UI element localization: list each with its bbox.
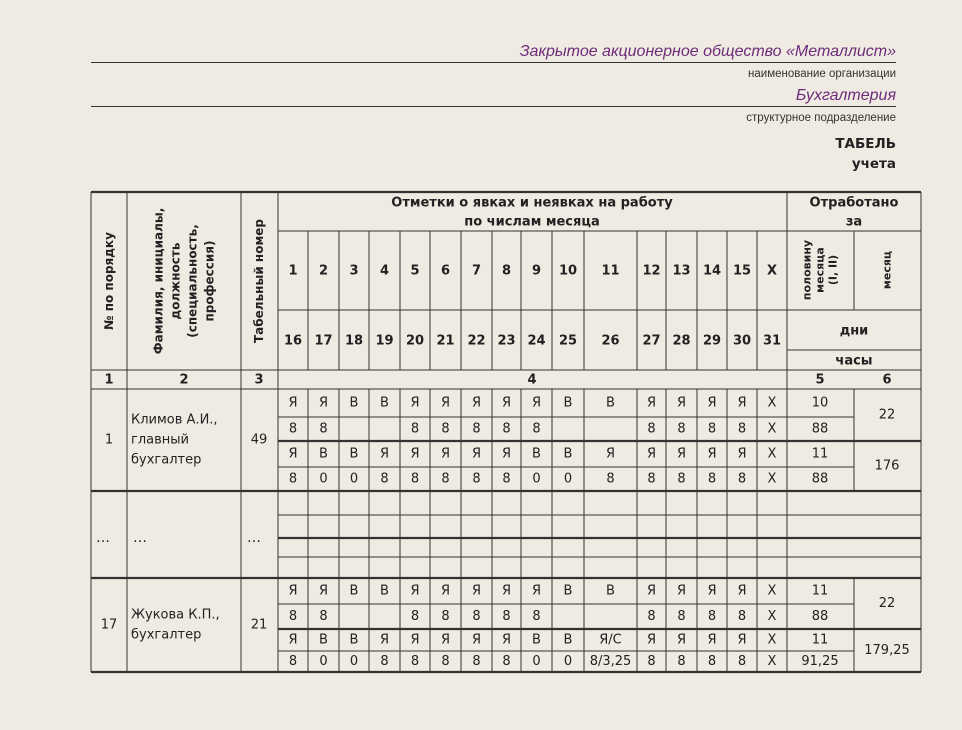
attendance-mark: 8 — [647, 471, 656, 487]
month-days: 22 — [878, 596, 896, 611]
attendance-mark: Я — [737, 583, 747, 599]
attendance-mark: 8 — [677, 654, 686, 669]
attendance-mark: 8 — [410, 609, 420, 624]
attendance-mark: 8 — [502, 471, 511, 487]
attendance-mark: Я — [471, 583, 482, 599]
attendance-mark: 0 — [563, 471, 573, 487]
attendance-mark: Я — [676, 583, 687, 599]
column-number: 2 — [179, 372, 189, 388]
attendance-mark: 8 — [410, 654, 420, 669]
attendance-mark: 0 — [319, 654, 328, 669]
attendance-mark: 8 — [472, 654, 481, 669]
half-month-value: 91,25 — [801, 654, 839, 669]
attendance-mark: 8 — [647, 609, 656, 624]
day-number: 31 — [762, 333, 782, 349]
attendance-mark: В — [349, 395, 359, 411]
department-caption: структурное подразделение — [746, 112, 896, 124]
header-marks-title: по числам месяца — [464, 214, 600, 230]
attendance-mark: 8 — [502, 421, 511, 437]
header-name: должность — [168, 242, 183, 320]
attendance-mark: 8 — [380, 654, 389, 669]
day-number: 15 — [732, 263, 752, 279]
header-tab-no: Табельный номер — [252, 219, 266, 343]
attendance-mark: 8/3,25 — [589, 654, 632, 669]
attendance-mark: Я/С — [599, 632, 622, 648]
attendance-mark: 8 — [288, 471, 298, 487]
attendance-mark: Я — [410, 446, 420, 462]
attendance-mark: Х — [767, 421, 777, 437]
document-subtitle: учета — [851, 156, 896, 172]
attendance-mark: 8 — [532, 609, 541, 624]
attendance-mark: Я — [501, 395, 512, 411]
attendance-mark: 8 — [532, 421, 541, 437]
attendance-mark: Я — [471, 632, 482, 648]
column-number: 4 — [527, 372, 537, 388]
attendance-mark: 8 — [707, 654, 717, 669]
attendance-mark: 0 — [532, 471, 541, 487]
attendance-mark: Я — [646, 632, 657, 648]
column-number: 6 — [882, 372, 892, 388]
attendance-mark: Я — [707, 446, 717, 462]
employee-name: Климов А.И., — [131, 412, 218, 428]
attendance-mark: 8 — [288, 654, 298, 669]
attendance-mark: 8 — [737, 609, 747, 624]
attendance-mark: Я — [471, 446, 482, 462]
day-number: 6 — [440, 263, 451, 279]
day-number: 23 — [497, 333, 516, 349]
day-number: X — [766, 263, 778, 279]
attendance-mark: 8 — [441, 471, 450, 487]
month-hours: 176 — [874, 458, 900, 474]
header-worked-title: Отработано — [809, 195, 899, 211]
attendance-mark: В — [349, 632, 359, 648]
day-number: 1 — [288, 263, 298, 279]
attendance-mark: 0 — [319, 471, 328, 487]
tab-number: 49 — [250, 432, 268, 448]
day-number: 18 — [344, 333, 364, 349]
ellipsis: … — [247, 530, 261, 546]
day-number: 16 — [283, 333, 303, 349]
attendance-mark: Я — [531, 395, 542, 411]
attendance-mark: В — [606, 395, 615, 411]
column-number: 1 — [104, 372, 114, 388]
header-order-no: № по порядку — [102, 232, 116, 330]
attendance-mark: Х — [767, 446, 777, 462]
header-name: профессия) — [202, 240, 217, 322]
attendance-mark: Я — [501, 446, 512, 462]
department-name: Бухгалтерия — [795, 87, 896, 104]
attendance-mark: 8 — [441, 421, 450, 437]
attendance-mark: Я — [410, 395, 420, 411]
attendance-mark: 8 — [707, 471, 717, 487]
attendance-mark: 8 — [502, 654, 511, 669]
half-month-value: 88 — [811, 471, 829, 487]
attendance-mark: В — [349, 583, 359, 599]
employee-name: главный — [131, 432, 189, 448]
attendance-mark: 8 — [441, 609, 450, 624]
attendance-mark: Я — [318, 583, 329, 599]
attendance-mark: 8 — [319, 609, 328, 624]
day-number: 10 — [558, 263, 578, 279]
column-number: 3 — [254, 372, 264, 388]
attendance-mark: 8 — [410, 421, 420, 437]
attendance-mark: Я — [737, 395, 747, 411]
attendance-mark: Я — [410, 632, 420, 648]
attendance-mark: 8 — [410, 471, 420, 487]
attendance-mark: Х — [767, 583, 777, 599]
day-number: 4 — [379, 263, 390, 279]
attendance-mark: В — [563, 632, 573, 648]
header-marks-title: Отметки о явках и неявках на работу — [391, 195, 673, 211]
attendance-mark: Я — [646, 395, 657, 411]
day-number: 3 — [349, 263, 359, 279]
attendance-mark: Я — [646, 583, 657, 599]
half-month-value: 88 — [811, 421, 829, 437]
attendance-mark: Я — [737, 632, 747, 648]
attendance-mark: Х — [767, 632, 777, 648]
attendance-mark: 8 — [707, 421, 717, 437]
attendance-mark: 8 — [677, 609, 686, 624]
attendance-mark: Я — [288, 583, 298, 599]
day-number: 11 — [601, 263, 620, 279]
header-worked-title: за — [845, 214, 863, 230]
employee-name: бухгалтер — [131, 627, 202, 643]
attendance-mark: Я — [707, 395, 717, 411]
month-days: 22 — [878, 407, 896, 423]
month-hours: 179,25 — [864, 643, 910, 658]
attendance-mark: 8 — [472, 471, 481, 487]
attendance-mark: Я — [501, 583, 512, 599]
attendance-mark: 8 — [380, 471, 389, 487]
attendance-mark: Я — [531, 583, 542, 599]
day-number: 21 — [436, 333, 455, 349]
day-number: 8 — [501, 263, 512, 279]
attendance-mark: Я — [379, 632, 390, 648]
attendance-mark: 0 — [532, 654, 541, 669]
attendance-mark: Я — [288, 446, 298, 462]
employee-name: Жукова К.П., — [131, 607, 220, 623]
attendance-mark: В — [563, 446, 573, 462]
attendance-mark: Я — [605, 446, 616, 462]
day-number: 22 — [467, 333, 486, 349]
attendance-mark: 8 — [288, 421, 298, 437]
attendance-mark: 0 — [349, 471, 359, 487]
day-number: 7 — [471, 263, 482, 279]
half-month-value: 88 — [811, 609, 829, 624]
attendance-mark: Х — [767, 471, 777, 487]
attendance-mark: 8 — [737, 654, 747, 669]
attendance-mark: В — [563, 395, 573, 411]
attendance-mark: В — [563, 583, 573, 599]
half-month-value: 11 — [811, 632, 829, 648]
document-title: ТАБЕЛЬ — [835, 136, 896, 152]
attendance-mark: 8 — [288, 609, 298, 624]
attendance-mark: В — [606, 583, 615, 599]
attendance-mark: В — [380, 395, 389, 411]
order-number: 17 — [100, 617, 118, 633]
attendance-mark: В — [532, 446, 541, 462]
organization-name: Закрытое акционерное общество «Металлист» — [519, 43, 896, 60]
header-days: дни — [839, 323, 869, 339]
attendance-mark: Я — [646, 446, 657, 462]
attendance-mark: Х — [767, 654, 777, 669]
header-half-month: месяца — [813, 247, 827, 293]
day-number: 29 — [702, 333, 722, 349]
attendance-mark: Я — [440, 583, 451, 599]
day-number: 13 — [672, 263, 691, 279]
attendance-mark: В — [380, 583, 389, 599]
attendance-mark: Я — [676, 446, 687, 462]
attendance-mark: Х — [767, 395, 777, 411]
half-month-value: 11 — [811, 583, 829, 599]
attendance-mark: В — [319, 446, 328, 462]
attendance-mark: Я — [471, 395, 482, 411]
organization-caption: наименование организации — [748, 68, 896, 80]
half-month-value: 11 — [811, 446, 829, 462]
attendance-mark: 0 — [563, 654, 573, 669]
day-number: 2 — [318, 263, 329, 279]
attendance-mark: В — [532, 632, 541, 648]
attendance-mark: Я — [737, 446, 747, 462]
header-half-month: половину — [800, 239, 814, 301]
day-number: 9 — [531, 263, 542, 279]
header-hours: часы — [835, 353, 873, 369]
day-number: 30 — [732, 333, 752, 349]
attendance-mark: 8 — [737, 421, 747, 437]
attendance-mark: В — [319, 632, 328, 648]
day-number: 12 — [642, 263, 661, 279]
column-number: 5 — [815, 372, 825, 388]
attendance-mark: В — [349, 446, 359, 462]
day-number: 25 — [558, 333, 578, 349]
attendance-mark: Я — [707, 583, 717, 599]
attendance-mark: Я — [440, 632, 451, 648]
attendance-mark: Я — [440, 446, 451, 462]
header-name: Фамилия, инициалы, — [151, 207, 166, 355]
day-number: 14 — [702, 263, 722, 279]
day-number: 27 — [642, 333, 661, 349]
attendance-mark: 8 — [502, 609, 511, 624]
attendance-mark: 8 — [472, 609, 481, 624]
attendance-mark: 8 — [472, 421, 481, 437]
half-month-value: 10 — [811, 395, 829, 411]
ellipsis: … — [133, 530, 147, 546]
day-number: 5 — [410, 263, 420, 279]
attendance-mark: 8 — [606, 471, 615, 487]
day-number: 24 — [527, 333, 546, 349]
attendance-mark: 8 — [647, 421, 656, 437]
attendance-mark: 8 — [707, 609, 717, 624]
header-name: (специальность, — [185, 224, 200, 338]
attendance-mark: Я — [676, 395, 687, 411]
employee-name: бухгалтер — [131, 452, 202, 468]
day-number: 20 — [405, 333, 425, 349]
attendance-mark: 8 — [319, 421, 328, 437]
attendance-mark: 8 — [441, 654, 450, 669]
attendance-mark: 8 — [677, 421, 686, 437]
attendance-mark: Я — [501, 632, 512, 648]
tab-number: 21 — [250, 617, 268, 633]
day-number: 19 — [375, 333, 394, 349]
attendance-mark: 8 — [677, 471, 686, 487]
header-month: месяц — [880, 250, 894, 290]
attendance-mark: 8 — [647, 654, 656, 669]
attendance-mark: Я — [288, 632, 298, 648]
order-number: 1 — [104, 432, 114, 448]
attendance-mark: 8 — [737, 471, 747, 487]
attendance-mark: Я — [288, 395, 298, 411]
attendance-mark: 0 — [349, 654, 359, 669]
day-number: 26 — [601, 333, 620, 349]
header-half-month: (I, II) — [826, 254, 840, 286]
attendance-mark: Я — [440, 395, 451, 411]
attendance-mark: Х — [767, 609, 777, 624]
day-number: 17 — [314, 333, 333, 349]
attendance-mark: Я — [318, 395, 329, 411]
ellipsis: … — [96, 530, 110, 546]
attendance-mark: Я — [707, 632, 717, 648]
attendance-mark: Я — [379, 446, 390, 462]
attendance-mark: Я — [410, 583, 420, 599]
attendance-mark: Я — [676, 632, 687, 648]
day-number: 28 — [672, 333, 691, 349]
